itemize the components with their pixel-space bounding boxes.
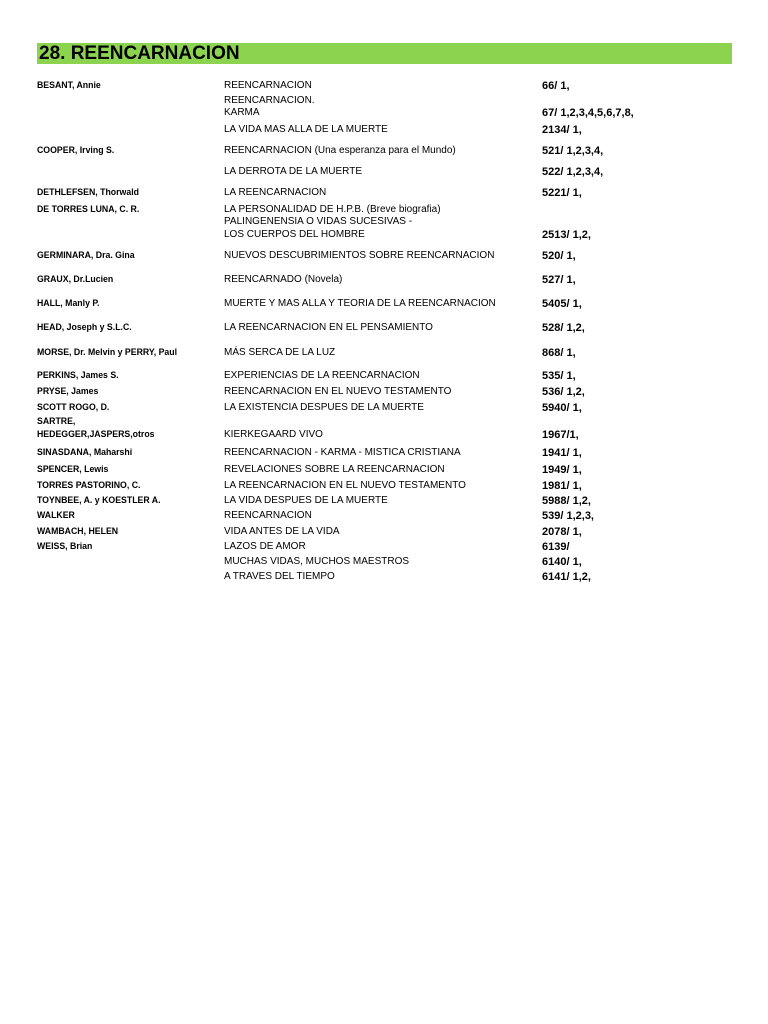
title-cell: LOS CUERPOS DEL HOMBRE bbox=[224, 229, 365, 240]
catalog-code-cell: 522/ 1,2,3,4, bbox=[542, 166, 604, 178]
title-cell: VIDA ANTES DE LA VIDA bbox=[224, 526, 340, 537]
section-title: 28. REENCARNACION bbox=[39, 43, 240, 64]
author-cell: PERKINS, James S. bbox=[37, 370, 119, 381]
catalog-code-cell: 5221/ 1, bbox=[542, 187, 582, 199]
title-cell: REENCARNACION EN EL NUEVO TESTAMENTO bbox=[224, 386, 452, 397]
author-cell: HALL, Manly P. bbox=[37, 298, 100, 309]
title-cell: LA VIDA MAS ALLA DE LA MUERTE bbox=[224, 124, 388, 135]
author-cell: DETHLEFSEN, Thorwald bbox=[37, 187, 139, 198]
title-cell: REVELACIONES SOBRE LA REENCARNACION bbox=[224, 464, 445, 475]
author-cell: HEDEGGER,JASPERS,otros bbox=[37, 429, 155, 440]
catalog-code-cell: 527/ 1, bbox=[542, 274, 576, 286]
author-cell: PRYSE, James bbox=[37, 386, 99, 397]
catalog-code-cell: 2134/ 1, bbox=[542, 124, 582, 136]
title-cell: LA EXISTENCIA DESPUES DE LA MUERTE bbox=[224, 402, 424, 413]
title-cell: LA REENCARNACION bbox=[224, 187, 327, 198]
catalog-code-cell: 5940/ 1, bbox=[542, 402, 582, 414]
title-cell: REENCARNACION bbox=[224, 80, 312, 91]
author-cell: SCOTT ROGO, D. bbox=[37, 402, 110, 413]
author-cell: WEISS, Brian bbox=[37, 541, 93, 552]
catalog-code-cell: 6139/ bbox=[542, 541, 570, 553]
catalog-code-cell: 536/ 1,2, bbox=[542, 386, 585, 398]
title-cell: KARMA bbox=[224, 107, 260, 118]
author-cell: WAMBACH, HELEN bbox=[37, 526, 119, 537]
author-cell: COOPER, Irving S. bbox=[37, 145, 115, 156]
author-cell: TOYNBEE, A. y KOESTLER A. bbox=[37, 495, 161, 506]
title-cell: LA REENCARNACION EN EL NUEVO TESTAMENTO bbox=[224, 480, 466, 491]
author-cell: HEAD, Joseph y S.L.C. bbox=[37, 322, 132, 333]
title-cell: NUEVOS DESCUBRIMIENTOS SOBRE REENCARNACION bbox=[224, 250, 495, 261]
author-cell: MORSE, Dr. Melvin y PERRY, Paul bbox=[37, 347, 178, 358]
title-cell: REENCARNACION bbox=[224, 510, 312, 521]
catalog-code-cell: 6141/ 1,2, bbox=[542, 571, 591, 583]
catalog-code-cell: 539/ 1,2,3, bbox=[542, 510, 594, 522]
catalog-code-cell: 66/ 1, bbox=[542, 80, 570, 92]
author-cell: TORRES PASTORINO, C. bbox=[37, 480, 141, 491]
author-cell: SARTRE, bbox=[37, 416, 76, 427]
catalog-code-cell: 521/ 1,2,3,4, bbox=[542, 145, 604, 157]
catalog-code-cell: 1941/ 1, bbox=[542, 447, 582, 459]
title-cell: MUERTE Y MAS ALLA Y TEORIA DE LA REENCARNACION bbox=[224, 298, 496, 309]
author-cell: BESANT, Annie bbox=[37, 80, 101, 91]
catalog-code-cell: 6140/ 1, bbox=[542, 556, 582, 568]
title-cell: KIERKEGAARD VIVO bbox=[224, 429, 323, 440]
catalog-code-cell: 2513/ 1,2, bbox=[542, 229, 591, 241]
title-cell: LA REENCARNACION EN EL PENSAMIENTO bbox=[224, 322, 433, 333]
title-cell: REENCARNADO (Novela) bbox=[224, 274, 343, 285]
author-cell: DE TORRES LUNA, C. R. bbox=[37, 204, 140, 215]
author-cell: WALKER bbox=[37, 510, 75, 521]
catalog-code-cell: 1967/1, bbox=[542, 429, 579, 441]
author-cell: SINASDANA, Maharshi bbox=[37, 447, 133, 458]
catalog-code-cell: 5988/ 1,2, bbox=[542, 495, 591, 507]
author-cell: SPENCER, Lewis bbox=[37, 464, 109, 475]
catalog-code-cell: 67/ 1,2,3,4,5,6,7,8, bbox=[542, 107, 634, 119]
title-cell: MUCHAS VIDAS, MUCHOS MAESTROS bbox=[224, 556, 410, 567]
catalog-code-cell: 1981/ 1, bbox=[542, 480, 582, 492]
title-cell: LAZOS DE AMOR bbox=[224, 541, 306, 552]
title-cell: LA PERSONALIDAD DE H.P.B. (Breve biografia) bbox=[224, 204, 441, 215]
title-cell: A TRAVES DEL TIEMPO bbox=[224, 571, 335, 582]
title-cell: LA DERROTA DE LA MUERTE bbox=[224, 166, 363, 177]
catalog-code-cell: 5405/ 1, bbox=[542, 298, 582, 310]
section-header-bar bbox=[37, 43, 732, 64]
catalog-code-cell: 868/ 1, bbox=[542, 347, 576, 359]
author-cell: GERMINARA, Dra. Gina bbox=[37, 250, 135, 261]
title-cell: REENCARNACION. bbox=[224, 95, 315, 106]
title-cell: REENCARNACION - KARMA - MISTICA CRISTIANA bbox=[224, 447, 461, 458]
catalog-code-cell: 2078/ 1, bbox=[542, 526, 582, 538]
title-cell: EXPERIENCIAS DE LA REENCARNACION bbox=[224, 370, 420, 381]
title-cell: REENCARNACION (Una esperanza para el Mundo) bbox=[224, 145, 456, 156]
catalog-code-cell: 535/ 1, bbox=[542, 370, 576, 382]
title-cell: PALINGENENSIA O VIDAS SUCESIVAS - bbox=[224, 216, 413, 227]
title-cell: LA VIDA DESPUES DE LA MUERTE bbox=[224, 495, 388, 506]
catalog-code-cell: 528/ 1,2, bbox=[542, 322, 585, 334]
catalog-code-cell: 1949/ 1, bbox=[542, 464, 582, 476]
author-cell: GRAUX, Dr.Lucien bbox=[37, 274, 114, 285]
catalog-code-cell: 520/ 1, bbox=[542, 250, 576, 262]
title-cell: MÁS SERCA DE LA LUZ bbox=[224, 347, 336, 358]
